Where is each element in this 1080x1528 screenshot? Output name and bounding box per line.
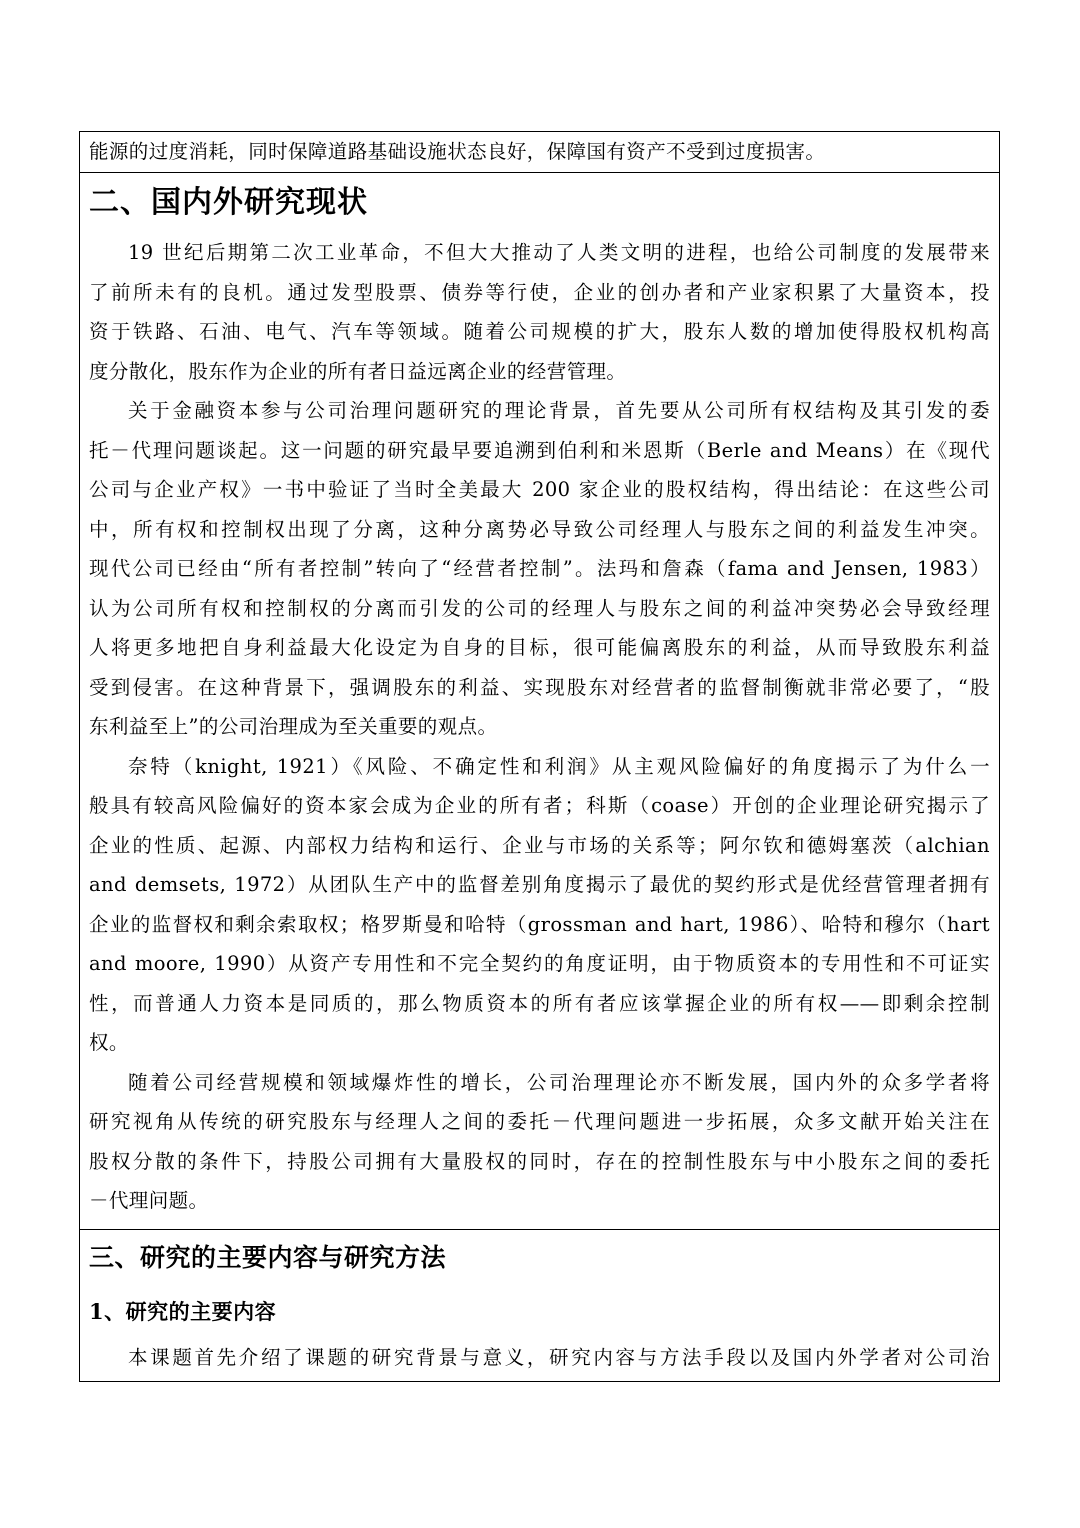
subsection-heading-main-content: 1、研究的主要内容	[89, 1299, 277, 1324]
section-heading-research-status: 二、国内外研究现状	[89, 185, 368, 220]
paragraph-1	[89, 233, 990, 391]
text-line: 中，所有权和控制权出现了分离，这种分离势必导致公司经理人与股东之间的利益发生冲突。	[89, 517, 990, 541]
text-line: 认为公司所有权和控制权的分离而引发的公司的经理人与股东之间的利益冲突势必会导致经理	[89, 596, 990, 620]
document-table	[79, 131, 1000, 1382]
text-line: 企业的监督权和剩余索取权；格罗斯曼和哈特（grossman and hart, 1986）、哈特和穆尔（hart	[89, 912, 990, 936]
text-line: －代理问题。	[89, 1189, 209, 1212]
paragraph-3	[89, 747, 990, 1063]
text-line: 股权分散的条件下，持股公司拥有大量股权的同时，存在的控制性股东与中小股东之间的委托	[89, 1149, 990, 1173]
text-line: 资于铁路、石油、电气、汽车等领域。随着公司规模的扩大，股东人数的增加使得股权机构高	[89, 320, 990, 343]
text-line: 权。	[89, 1031, 129, 1054]
table-cell-main-content	[80, 1229, 999, 1382]
text-line: 性，而普通人力资本是同质的，那么物质资本的所有者应该掌握企业的所有权——即剩余控制	[89, 991, 990, 1015]
text-line: and moore, 1990）从资产专用性和不完全契约的角度证明，由于物质资本的专用性和不可证实	[89, 952, 990, 975]
text-line: 企业的性质、起源、内部权力结构和运行、企业与市场的关系等；阿尔钦和德姆塞茨（alchian	[89, 833, 990, 857]
paragraph-4	[89, 1063, 990, 1221]
text-line: 奈特（knight, 1921）《风险、不确定性和利润》从主观风险偏好的角度揭示了为什么一	[128, 754, 990, 778]
text-line: 人将更多地把自身利益最大化设定为自身的目标，很可能偏离股东的利益，从而导致股东利益	[89, 636, 990, 659]
text-line: 随着公司经营规模和领域爆炸性的增长，公司治理理论亦不断发展，国内外的众多学者将	[128, 1070, 990, 1094]
paragraph-2	[89, 391, 990, 747]
text-line: 关于金融资本参与公司治理问题研究的理论背景，首先要从公司所有权结构及其引发的委	[128, 399, 990, 422]
text-line: 了前所未有的良机。通过发型股票、债券等行使，企业的创办者和产业家积累了大量资本，投	[89, 280, 990, 304]
text-line: 受到侵害。在这种背景下，强调股东的利益、实现股东对经营者的监督制衡就非常必要了，“股	[89, 675, 990, 699]
table-cell-research-status	[80, 172, 999, 1229]
text-line: 19 世纪后期第二次工业革命，不但大大推动了人类文明的进程，也给公司制度的发展带来	[128, 241, 990, 264]
text-line: 东利益至上”的公司治理成为至关重要的观点。	[89, 715, 498, 738]
table-cell-continuation	[80, 132, 999, 172]
text-line: 般具有较高风险偏好的资本家会成为企业的所有者；科斯（coase）开创的企业理论研究揭示了	[89, 794, 990, 817]
text-line: 本课题首先介绍了课题的研究背景与意义，研究内容与方法手段以及国内外学者对公司治	[128, 1346, 990, 1369]
text-line: 能源的过度消耗，同时保障道路基础设施状态良好，保障国有资产不受到过度损害。	[89, 140, 826, 163]
section-heading-main-content: 三、研究的主要内容与研究方法	[89, 1243, 447, 1272]
text-line: 公司与企业产权》一书中验证了当时全美最大 200 家企业的股权结构，得出结论：在这些公司	[89, 478, 990, 501]
text-line: and demsets, 1972）从团队生产中的监督差别角度揭示了最优的契约形式是优经营管理者拥有	[89, 873, 990, 896]
text-line: 现代公司已经由“所有者控制”转向了“经营者控制”。法玛和詹森（fama and Jensen, 1983）	[89, 557, 990, 580]
text-line: 研究视角从传统的研究股东与经理人之间的委托－代理问题进一步拓展，众多文献开始关注在	[89, 1110, 990, 1133]
text-line: 托－代理问题谈起。这一问题的研究最早要追溯到伯利和米恩斯（Berle and Means）在《现代	[89, 438, 990, 462]
text-line: 度分散化，股东作为企业的所有者日益远离企业的经营管理。	[89, 359, 627, 383]
